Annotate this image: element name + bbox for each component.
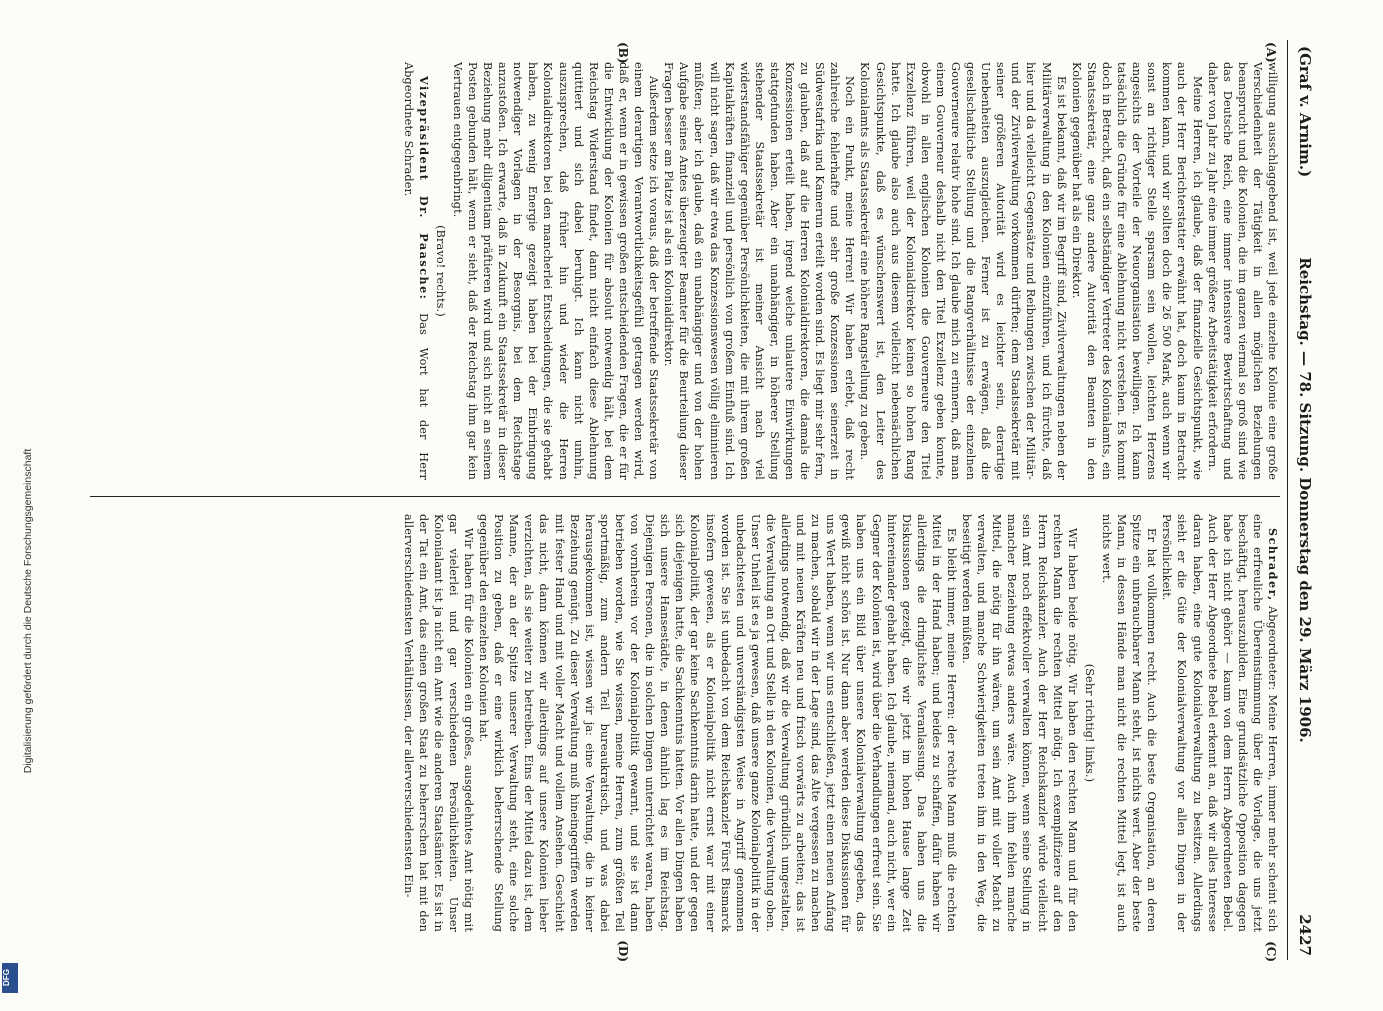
- left-interjection: (Bravo! rechts.): [433, 225, 447, 317]
- scanned-page: [80, 40, 1320, 960]
- left-paragraph: willigung ausschlaggebend ist, weil jede einzelne Kolonie eine große Verschiedenheit der Tätigkeit in allen möglichen Beziehungen beansprucht und die Kolonien, die im ganzen viermal so groß sind wie das Deutsche Reich, eine immer intensivere Bewirtschaftung und daher von Jahr zu Jahr eine immer größere Arbeitstätigkeit erfordern.: [1205, 62, 1279, 480]
- margin-marker-c: (C): [1264, 941, 1278, 962]
- right-opening-text: Abgeordneter: Meine Herren, immer mehr scheint sich eine erfreuliche Übereinstimmung über die Vorlage, die uns jetzt beschäftigt, herauszubilden. Eine grundsätzliche Opposition dagegen habe ich nicht gehört — kaum von dem Herrn Abgeordneten Bebel. Auch der Herr Abgeordnete Bebel erkennt an, daß wir alles Interesse daran haben, eine gute Kolonialverwaltung zu besitzen. Allerdings sieht er die Güte der Kolonialverwaltung vor allen Dingen in der Persönlichkeit.: [1160, 514, 1279, 932]
- left-paragraph: Es ist bekannt, daß wir im Begriff sind, Zivilverwaltungen neben der Militärverwaltung in den Kolonien einzuführen, und ich fürchte, daß hier und da vielleicht Gegensätze und Reibungen zwischen der Militär- und der Zivilverwaltung vorkommen dürften; dem Staatssekretär mit seiner größeren Autorität wird es leichter sein, derartige Unebenheiten auszugleichen. Ferner ist zu erwägen, daß die gesellschaftliche Stellung und die Rangverhältnisse der einzelnen Gouverneure relativ hohe sind. Ich glaube mich zu erinnern, daß man einem Gouverneur deshalb nicht den Titel Exzellenz geben konnte, obwohl in allen englischen Kolonien die Gouverneure den Titel Exzellenz führen, weil der Kolonialdirektor keinen so hohen Rang hatte. Ich glaube also auch aus diesem vielleicht nebensächlichen Gesichtspunkte, daß es wünschenswert ist, den Leiter des Kolonialamts als Staatssekretär eine höhere Rangstellung zu geben.: [858, 62, 1068, 480]
- left-paragraph: Noch ein Punkt, meine Herren! Wir haben erlebt, daß recht zahlreiche fehlerhafte und sehr große Konzessionen seinerzeit in Südwestafrika und Kamerun erteilt worden sind. Es liegt mir sehr fern, zu glauben, daß auf die Herren Kolonialdirektoren, die damals die Konzessionen erteilt haben, irgend welche unlautere Einwirkungen stattgefunden haben. Aber ein unabhängiger, in höherer Stellung stehender Staatssekretär ist meiner Ansicht nach viel widerstandsfähiger gegenüber Persönlichkeiten, die mit ihrem großen Kapitalkräften finanziell und persönlich von großem Einfluß sind. Ich will nicht sagen, daß wir etwa das Konzessionswesen völlig eliminieren müßten; aber ich glaube, daß ein unabhängiger und von der hohen Aufgabe seines Amtes überzeugter Beamter für die Beurteilung dieser Fragen besser am Platze ist als ein Kolonialdirektor.: [662, 62, 857, 480]
- column-divider: [90, 496, 1280, 497]
- left-paragraph: Außerdem setze ich voraus, daß der betreffende Staatssekretär von einem derartigen Verantwortlichkeitsgefühl getragen werden wird, daß er, wenn er in gewissen großen entscheidenden Fragen, die er für die Entwicklung der Kolonien für absolut notwendig hält, bei dem Reichstag Widerstand findet, dann nicht einfach diese Ablehnung quittiert und sich dabei beruhigt. Ich kann nicht umhin, auszusprechen, daß früher hin und wieder die Herren Kolonialdirektoren bei den mancherlei Entscheidungen, die sie gehabt haben, zu wenig Energie gezeigt haben bei der Einbringung notwendiger Vorlagen in der Besorgnis, bei dem Reichstage anzustoßen. Ich erwarte, daß in Zukunft ein Staatssekretär in dieser Beziehung mehr diligentiam präftieren wird und sich nicht an seinem Posten gebunden hält, wenn er sieht, daß der Reichstag ihm gar kein Vertrauen entgegenbringt.: [450, 62, 661, 480]
- left-paragraph: Meine Herren, ich glaube, daß der finanzielle Gesichtspunkt, wie auch der Herr Berichterstatter erwähnt hat, doch kaum in Betracht kommen kann, und wir sollten doch die 26 500 Mark, auch wenn wir sonst an richtiger Stelle sparsam sein wollen, leichten Herzens angesichts der Vorteile der Neuorganisation bewilligen. Ich kann tatsächlich die Gründe für eine Ablehnung nicht verstehen. Es kommt doch in Betracht, daß ein selbständiger Vertreter des Kolonialamts, ein Staatssekretär, eine ganz andere Autorität den Beamten in den Kolonien gegenüber hat als ein Direktor.: [1069, 62, 1204, 480]
- right-column: [90, 514, 1280, 932]
- margin-marker-d: (D): [616, 940, 630, 962]
- dfg-logo: DFG: [2, 963, 18, 993]
- right-paragraph: Es bleibt immer, meine Herren: der rechte Mann muß die rechten Mittel in der Hand haben; und beides zu schaffen, dafür haben wir allerdings die dringlichste Veranlassung. Das haben uns die Diskussionen gezeigt, die wir jetzt im hohen Hause lange Zeit hintereinander gehabt haben. Ich glaube, niemand, auch nicht, wer ein Gegner der Kolonien ist, wird über die Verhandlungen erfreut sein. Sie haben uns ein Bild über unsere Kolonialverwaltung gegeben, das gewiß nicht schön ist. Nur dann aber werden diese Diskussionen für uns Wert haben, wenn wir uns entschließen, jetzt einen neuen Anfang zu machen, sobald wir in der Lage sind, das Alte vergessen zu machen und mit neuen Kräften neu und frisch vorwärts zu arbeiten; das ist allerdings notwendig, daß wir die Verwaltung gründlich umgestalten, die Verwaltung an Ort und Stelle in den Kolonien, die Verwaltung oben. Unser Unheil ist es ja gewesen, daß unsere ganze Kolonialpolitik in der unbedachtesten und unverständigsten Weise in Angriff genommen worden ist. Sie ist unbedacht von dem Reichskanzler Fürst Bismarck insofern gewesen, als er Kolonialpolitik nicht ernst war mit einer Kolonialpolitik, der gar keine Sachkenntnis darin hatte, und der gegen sich diejenigen hatte, die Sachkenntnis hatten. Vor allen Dingen haben sich unsere Hansestädte, in denen ähnlich lag es im Reichstag. Diejenigen Personen, die in solchen Dingen unterrichtet waren, haben von vornherein vor der Kolonialpolitik gewarnt, und sie ist dann betrieben worden, wie Sie wissen, meine Herren, zum größten Teil sportmäßig, zum andern Teil bureaukratisch, und was dabei herausgekommen ist, wissen wir ja: eine Verwaltung, die in keiner Beziehung genügt. Zu dieser Verwaltung muß hineingegriffen werden mit fester Hand und mit voller Macht und vollem Ansehen. Geschieht das nicht, dann können wir allerdings auf unsere Kolonien lieber verzichten, als sie weiter zu betreiben. Eins der Mittel dazu ist, dem Manne, der an der Spitze unserer Verwaltung steht, eine solche Position zu geben, daß er eine wirklich beherrschende Stellung gegenüber den einzelnen Kolonien hat.: [477, 514, 959, 932]
- closing-text: Das Wort hat der Herr Abgeordnete Schrader.: [401, 62, 430, 480]
- right-opening: [1159, 514, 1280, 932]
- right-paragraph: Er hat vollkommen recht. Auch die beste Organisation, an deren Spitze ein unbrauchbarer Mann steht, ist nichts wert. Aber der beste Mann, in dessen Hände man nicht die rechten Mittel legt, ist auch nichts wert.: [1099, 514, 1159, 932]
- page-header: [1287, 40, 1320, 960]
- right-paragraph: Wir haben für die Kolonien ein großes, ausgedehntes Amt nötig mit gar vielerlei und gar verschiedenen Persönlichkeiten. Unser Kolonialamt ist ja nicht ein Amt wie die anderen Staatsämter. Es ist in der Tat ein Amt, das einen großen Staat zu beherrschen hat mit den allerverschiedensten Verhältnissen, der allerverschiedensten Ein-: [401, 514, 476, 932]
- digitization-credit: [8, 0, 34, 1000]
- right-paragraph: Wir haben beide nötig. Wir haben den rechten Mann und für den rechten Mann die rechten Mittel nötig. Ich exemplifiziere auf den Herrn Reichskanzler. Auch der Herr Reichskanzler würde vielleicht sein Amt noch effektvoller verwalten können, wenn seine Stellung in mancher Beziehung etwas anders wäre. Auch ihm fehlen manche Mittel, die nötig für ihn wären, um sein Amt mit voller Macht zu verwalten, und manche Schwierigkeiten treten ihm in den Weg, die beseitigt werden müßten.: [960, 514, 1079, 932]
- margin-marker-a: (A): [1264, 42, 1278, 63]
- left-column: [90, 62, 1280, 480]
- margin-marker-b: (B): [616, 42, 630, 64]
- right-interjection: (Sehr richtig! links.): [1082, 663, 1096, 783]
- closing-speaker: Vizepräsident Dr. Paasche:: [416, 76, 431, 301]
- credit-text: Digitalisierung gefördert durch die Deutsche Forschungsgemeinschaft: [22, 448, 34, 774]
- page-number: 2427: [1296, 914, 1314, 956]
- closing-paragraph: [401, 62, 431, 480]
- header-speaker: (Graf v. Arnim.): [1296, 46, 1314, 178]
- right-speaker: Schrader,: [1266, 528, 1280, 602]
- header-title: Reichstag. — 78. Sitzung. Donnerstag den 29. März 1906.: [1296, 257, 1314, 743]
